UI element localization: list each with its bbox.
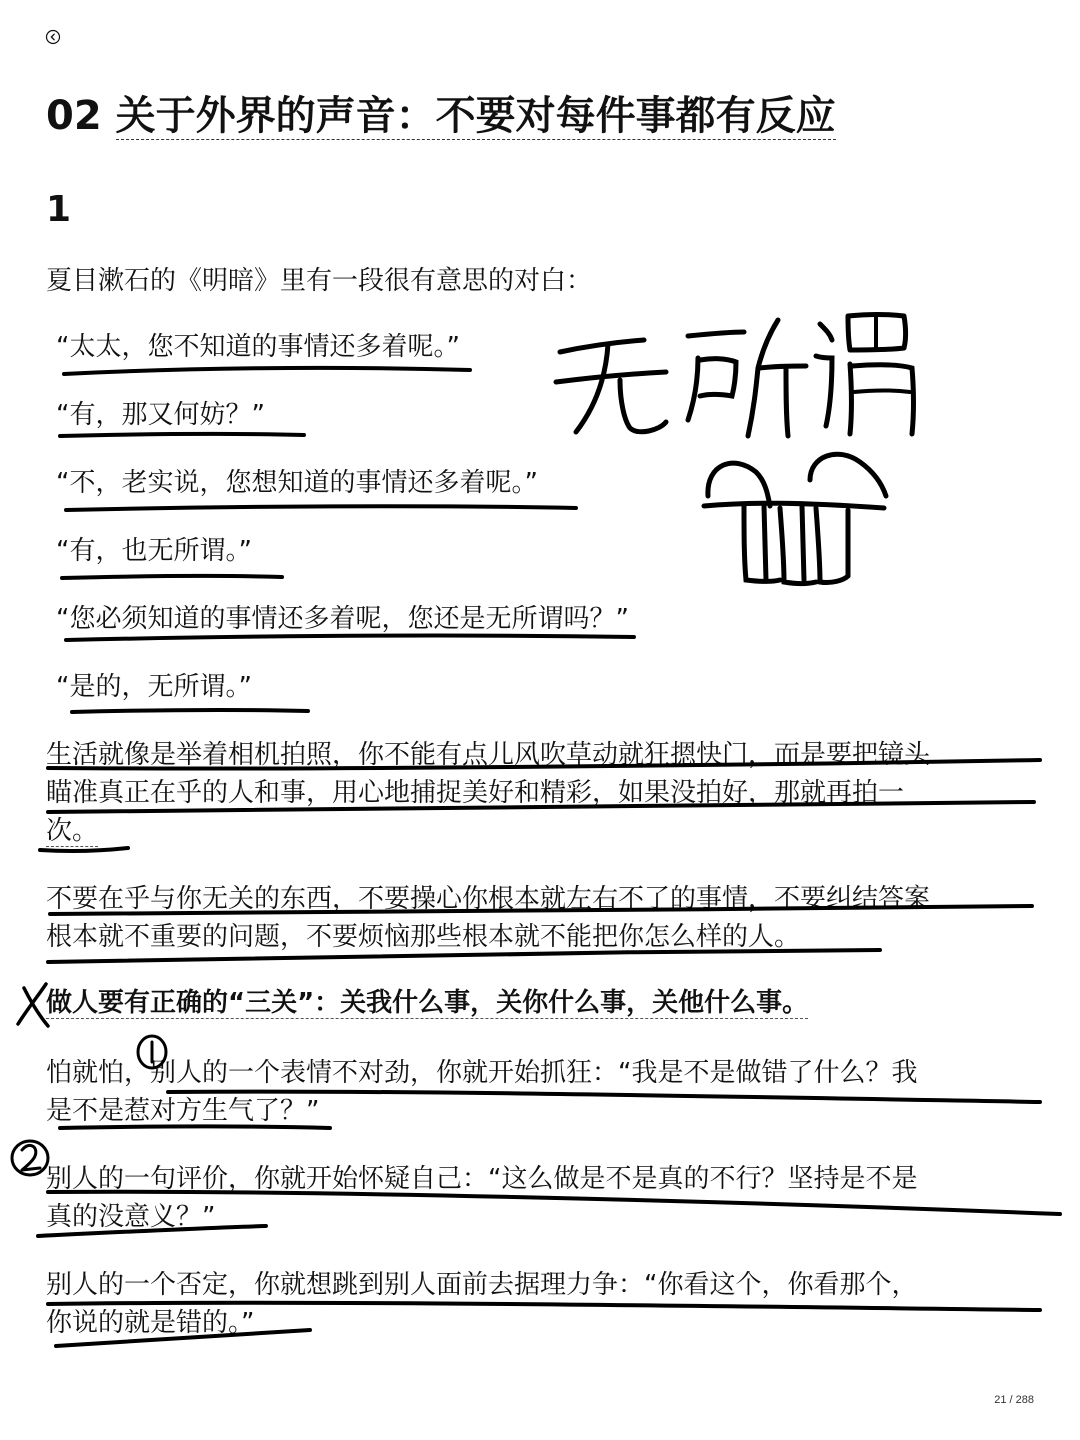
chapter-title (46, 88, 836, 144)
dialogue-line: “您必须知道的事情还多着呢，您还是无所谓吗？” (56, 604, 629, 634)
ink-underline (64, 368, 470, 374)
paragraph-line: 根本就不重要的问题，不要烦恼那些根本就不能把你怎么样的人。 (46, 922, 801, 952)
ink-underline (66, 636, 634, 640)
highlight-paragraph: 做人要有正确的“三关”：关我什么事，关你什么事，关他什么事。 (46, 988, 809, 1018)
dialogue-line: “不，老实说，您想知道的事情还多着呢。” (56, 468, 538, 498)
intro-paragraph: 夏目漱石的《明暗》里有一段很有意思的对白： (46, 266, 593, 296)
ink-circle-number (22, 1145, 40, 1170)
back-button[interactable] (44, 28, 62, 46)
paragraph-line: 瞄准真正在乎的人和事，用心地捕捉美好和精彩，如果没拍好，那就再拍一 (46, 778, 905, 808)
paragraph-line: 是不是惹对方生气了？” (46, 1096, 320, 1126)
chapter-number: 02 (46, 93, 102, 139)
chevron-left-circle-icon (44, 28, 62, 46)
dialogue-line: “有，那又何妨？” (56, 400, 265, 430)
dialogue-line: “是的，无所谓。” (56, 672, 252, 702)
dialogue-line: “太太，您不知道的事情还多着呢。” (56, 332, 460, 362)
paragraph-line: 别人的一个否定，你就想跳到别人面前去据理力争：“你看这个，你看那个， (46, 1270, 918, 1300)
paragraph-line: 次。 (46, 816, 99, 846)
ink-underline (60, 434, 304, 436)
page-indicator: 21 / 288 (994, 1394, 1034, 1406)
handwritten-note (548, 296, 928, 596)
ink-circle-number (12, 1141, 48, 1175)
paragraph-line: 真的没意义？” (46, 1202, 216, 1232)
paragraph-line: 怕就怕，别人的一个表情不对劲，你就开始抓狂：“我是不是做错了什么？我 (46, 1058, 918, 1088)
paragraph-line: 不要在乎与你无关的东西，不要操心你根本就左右不了的事情，不要纠结答案 (46, 884, 931, 914)
paragraph-line: 生活就像是举着相机拍照，你不能有点儿风吹草动就狂摁快门，而是要把镜头 (46, 740, 931, 770)
chapter-title-text: 关于外界的声音：不要对每件事都有反应 (115, 93, 836, 139)
dialogue-line: “有，也无所谓。” (56, 536, 252, 566)
ink-underline (66, 506, 576, 510)
ink-underline (62, 576, 282, 578)
ink-x-mark (18, 984, 46, 1024)
ink-underline (72, 710, 308, 712)
ink-underline (40, 848, 128, 851)
paragraph-line: 你说的就是错的。” (46, 1308, 255, 1338)
section-number: 1 (46, 189, 72, 230)
paragraph-line: 别人的一句评价，你就开始怀疑自己：“这么做是不是真的不行？坚持是不是 (46, 1164, 918, 1194)
ink-x-mark (24, 988, 48, 1026)
